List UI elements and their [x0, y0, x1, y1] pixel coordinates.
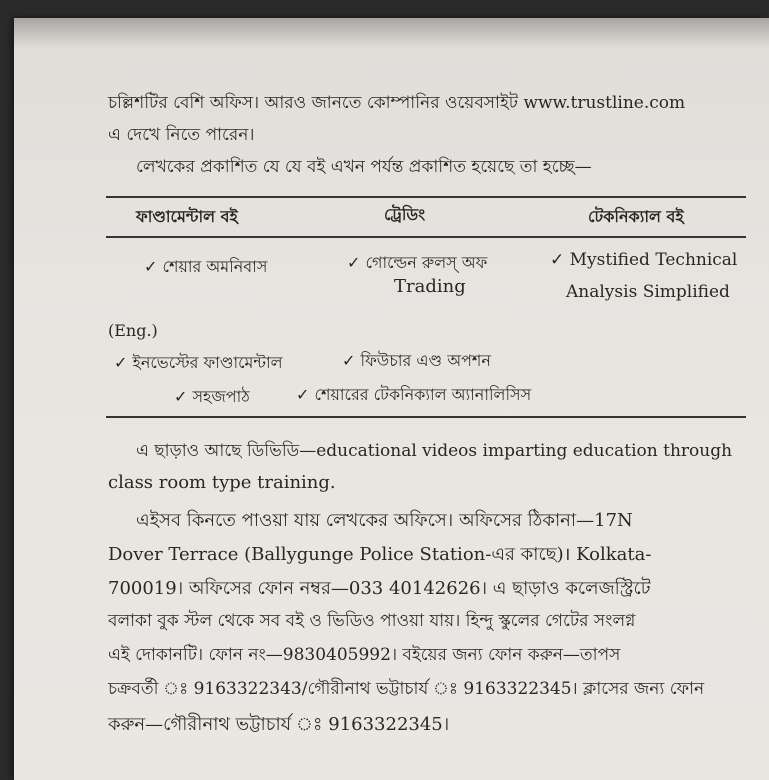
body-p1-line-2: class room type training.: [108, 472, 336, 493]
body-p2-line-7: করুন—গৌরীনাথ ভট্টাচার্য ঃ 9163322345।: [108, 714, 450, 735]
cell-trading: Trading: [394, 276, 466, 297]
body-p2-line-5: এই দোকানটি। ফোন নং—9830405992। বইয়ের জন্য ফোন করুন—তাপস: [108, 645, 621, 665]
body-p1-line-1: এ ছাড়াও আছে ডিভিডি—educational videos imparting education through: [136, 441, 733, 461]
table-header-rule: [106, 236, 746, 238]
table-header-fundamental: ফাণ্ডামেন্টাল বই: [136, 207, 238, 226]
cell-share-technical-analysis: ✓ শেয়ারের টেকনিক্যাল অ্যানালিসিস: [296, 385, 532, 404]
cell-share-omnibus: ✓ শেয়ার অমনিবাস: [144, 257, 268, 276]
intro-line-2: এ দেখে নিতে পারেন।: [108, 125, 255, 145]
body-p2-line-1: এইসব কিনতে পাওয়া যায় লেখকের অফিসে। অফিসের ঠিকানা—17N: [136, 510, 633, 531]
cell-investor-fundamental: ✓ ইনভেস্টের ফাণ্ডামেন্টাল: [114, 353, 283, 372]
table-bottom-rule: [106, 416, 746, 418]
table-header-technical: টেকনিক্যাল বই: [588, 207, 684, 226]
cell-future-option: ✓ ফিউচার এণ্ড অপশন: [342, 351, 491, 370]
page-shadow: [14, 18, 769, 48]
cell-golden-rules: ✓ গোল্ডেন রুলস্ অফ: [347, 253, 488, 272]
cell-analysis-simplified: Analysis Simplified: [566, 282, 730, 302]
table-header-trading: ট্রেডিং: [384, 205, 426, 224]
body-p2-line-3: 700019। অফিসের ফোন নম্বর—033 40142626। এ ছাড়াও কলেজস্ট্রিটে: [108, 578, 651, 599]
table-top-rule: [106, 196, 746, 198]
book-page: [14, 18, 769, 780]
intro-line-1: চল্লিশটির বেশি অফিস। আরও জানতে কোম্পানির ওয়েবসাইট www.trustline.com: [108, 93, 686, 113]
body-p2-line-2: Dover Terrace (Ballygunge Police Station-এর কাছে)। Kolkata-: [108, 544, 652, 565]
eng-note: (Eng.): [108, 321, 158, 340]
intro-line-3: লেখকের প্রকাশিত যে যে বই এখন পর্যন্ত প্রকাশিত হয়েছে তা হচ্ছে—: [136, 157, 592, 177]
body-p2-line-4: বলাকা বুক স্টল থেকে সব বই ও ভিডিও পাওয়া যায়। হিন্দু স্কুলের গেটের সংলগ্ন: [108, 611, 636, 631]
cell-sahajpath: ✓ সহজপাঠ: [174, 387, 250, 406]
cell-mystified: ✓ Mystified Technical: [550, 250, 738, 270]
body-p2-line-6: চক্রবর্তী ঃ 9163322343/গৌরীনাথ ভট্টাচার্য ঃ 9163322345। ক্লাসের জন্য ফোন: [108, 679, 705, 699]
